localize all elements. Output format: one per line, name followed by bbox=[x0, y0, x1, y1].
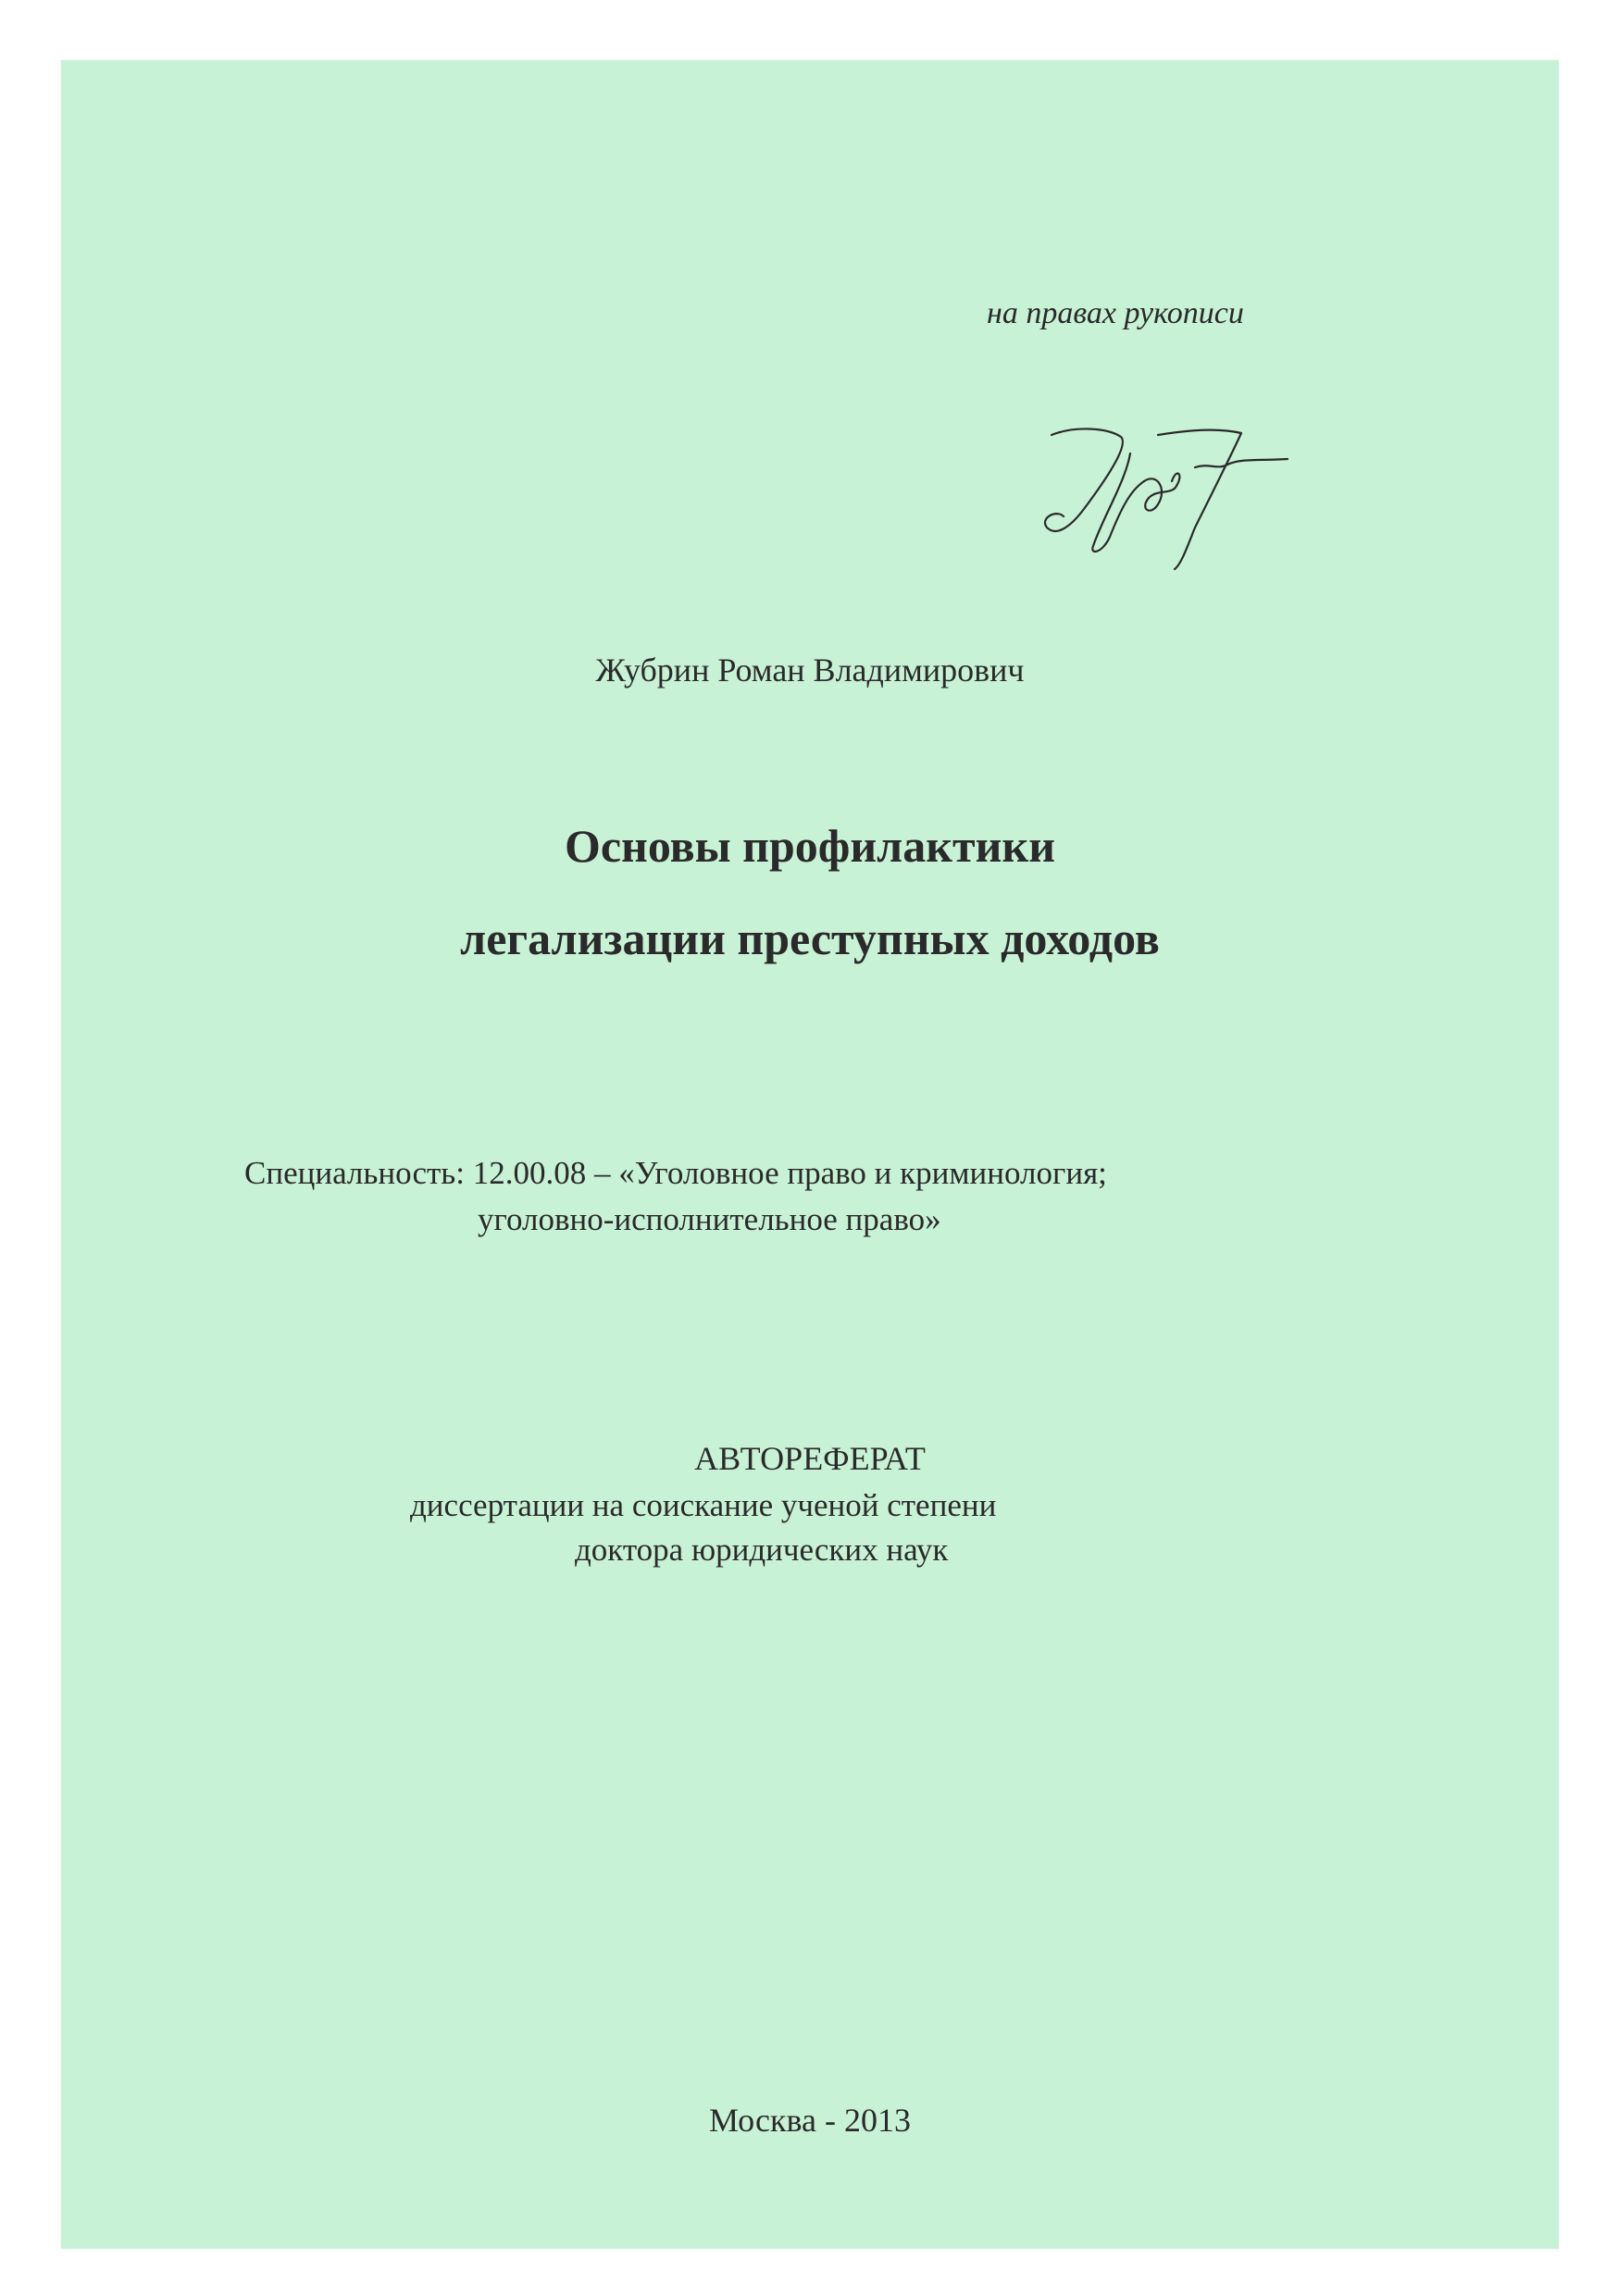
abstract-label: АВТОРЕФЕРАТ bbox=[694, 1440, 926, 1477]
specialty-line-1: Специальность: 12.00.08 – «Уголовное право и криминология; bbox=[244, 1155, 1107, 1191]
specialty bbox=[244, 1150, 1107, 1243]
degree-line: доктора юридических наук bbox=[575, 1532, 949, 1568]
dissertation-line: диссертации на соискание ученой степени bbox=[410, 1487, 997, 1523]
signature bbox=[1019, 416, 1297, 574]
title-line-1: Основы профилактики bbox=[564, 820, 1056, 872]
cover-sheet bbox=[61, 60, 1559, 2249]
manuscript-note: на правах рукописи bbox=[987, 296, 1244, 330]
author-name: Жубрин Роман Владимирович bbox=[595, 652, 1025, 689]
city-year: Москва - 2013 bbox=[709, 2102, 911, 2139]
title-line-2: легализации преступных доходов bbox=[460, 912, 1160, 964]
specialty-line-2: уголовно-исполнительное право» bbox=[478, 1201, 941, 1237]
